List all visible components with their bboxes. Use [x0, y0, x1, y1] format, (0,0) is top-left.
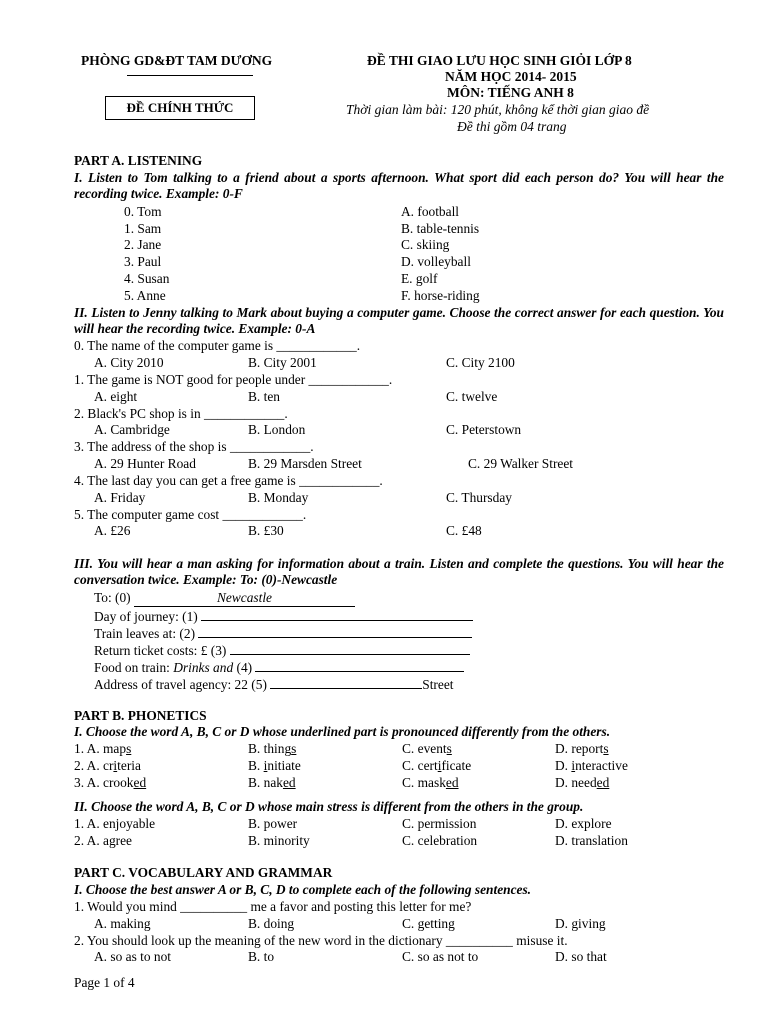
option-cell: 1. A. enjoyable — [74, 816, 156, 831]
option-a: A. £26 — [94, 523, 131, 538]
exam-time: Thời gian làm bài: 120 phút, không kể thời gian giao đề — [346, 102, 650, 117]
answer-blank[interactable] — [198, 624, 472, 638]
option-cell: 2. A. criteria — [74, 758, 141, 773]
exam-title: ĐỀ THI GIAO LƯU HỌC SINH GIỎI LỚP 8 — [367, 53, 632, 68]
option-c: C. 29 Walker Street — [468, 456, 574, 471]
option-b: B. doing — [248, 916, 295, 931]
option-cell: 1. A. maps — [74, 741, 132, 756]
option-a: A. City 2010 — [94, 355, 164, 370]
part-c-s1-instruction: I. Choose the best answer A or B, C, D to complete each of the following sentences. — [74, 882, 532, 897]
option-b: B. to — [248, 949, 275, 964]
option-cell: 2. A. agree — [74, 833, 133, 848]
question-text: 3. The address of the shop is ____________. — [74, 439, 314, 454]
option-a: A. Friday — [94, 490, 146, 505]
list-item: 3. Paul — [124, 254, 162, 269]
org-underline — [127, 75, 253, 76]
part-a-s3-instruction: III. You will hear a man asking for information about a train. Listen and complete the questions. You will hear the conversation twice. Example: To: (0)-Newcastle — [74, 556, 724, 588]
form-label-italic: Drinks and — [173, 660, 234, 675]
form-suffix: Street — [422, 677, 454, 692]
part-c-heading: PART C. VOCABULARY AND GRAMMAR — [74, 865, 333, 880]
question-text: 5. The computer game cost ____________. — [74, 507, 307, 522]
list-item: C. skiing — [401, 237, 450, 252]
form-label-num: (4) — [236, 660, 253, 675]
question-text: 0. The name of the computer game is ____________. — [74, 338, 361, 353]
list-item: 1. Sam — [124, 221, 162, 236]
form-row-return — [94, 641, 470, 659]
option-a: A. so as to not — [94, 949, 171, 964]
question-text: 2. Black's PC shop is in ____________. — [74, 406, 288, 421]
option-a: A. Cambridge — [94, 422, 170, 437]
list-item: F. horse-riding — [401, 288, 480, 303]
option-d: D. giving — [555, 916, 606, 931]
option-cell: C. permission — [402, 816, 477, 831]
exam-pages: Đề thi gồm 04 trang — [457, 119, 567, 134]
form-row-leaves — [94, 624, 472, 642]
part-a-s1-instruction: I. Listen to Tom talking to a friend about a sports afternoon. What sport did each person do? You will hear the recording twice. Example: 0-F — [74, 170, 724, 202]
part-b-s1-instruction: I. Choose the word A, B, C or D whose underlined part is pronounced differently from the others. — [74, 724, 611, 739]
option-cell: D. translation — [555, 833, 628, 848]
question-text: 2. You should look up the meaning of the new word in the dictionary __________ misuse it. — [74, 933, 568, 948]
part-b-s2-instruction: II. Choose the word A, B, C or D whose main stress is different from the others in the group. — [74, 799, 584, 814]
official-box: ĐỀ CHÍNH THỨC — [105, 96, 255, 120]
list-item: D. volleyball — [401, 254, 471, 269]
form-label: To: (0) — [94, 590, 131, 605]
part-b-heading: PART B. PHONETICS — [74, 708, 207, 723]
option-b: B. London — [248, 422, 306, 437]
list-item: 0. Tom — [124, 204, 162, 219]
form-row-food — [94, 658, 464, 676]
option-b: B. ten — [248, 389, 280, 404]
option-c: C. twelve — [446, 389, 498, 404]
answer-blank[interactable] — [201, 607, 473, 621]
exam-subject: MÔN: TIẾNG ANH 8 — [447, 85, 574, 100]
option-cell: B. things — [248, 741, 297, 756]
form-label: Food on train: — [94, 660, 170, 675]
list-item: A. football — [401, 204, 460, 219]
left-org: PHÒNG GD&ĐT TAM DƯƠNG — [81, 53, 273, 68]
form-value-newcastle: Newcastle — [134, 591, 355, 607]
option-cell: B. naked — [248, 775, 296, 790]
answer-blank[interactable] — [270, 675, 422, 689]
option-cell: D. interactive — [555, 758, 628, 773]
option-cell: 3. A. crooked — [74, 775, 147, 790]
option-b: B. Monday — [248, 490, 309, 505]
option-cell: D. needed — [555, 775, 610, 790]
option-cell: B. initiate — [248, 758, 301, 773]
option-cell: C. masked — [402, 775, 459, 790]
part-a-s2-instruction: II. Listen to Jenny talking to Mark about buying a computer game. Choose the correct answer for each question. You will hear the recording twice. Example: 0-A — [74, 305, 724, 337]
option-cell: D. explore — [555, 816, 612, 831]
option-cell: C. celebration — [402, 833, 478, 848]
option-c: C. so as not to — [402, 949, 479, 964]
list-item: B. table-tennis — [401, 221, 480, 236]
answer-blank[interactable] — [255, 658, 464, 672]
option-b: B. City 2001 — [248, 355, 317, 370]
option-cell: C. certificate — [402, 758, 472, 773]
option-c: C. £48 — [446, 523, 482, 538]
option-c: C. Thursday — [446, 490, 512, 505]
option-b: B. £30 — [248, 523, 284, 538]
form-label: Return ticket costs: £ (3) — [94, 643, 227, 658]
list-item: E. golf — [401, 271, 438, 286]
option-cell: B. power — [248, 816, 298, 831]
form-row-address — [94, 675, 454, 693]
form-label: Train leaves at: (2) — [94, 626, 196, 641]
question-text: 1. The game is NOT good for people under ____________. — [74, 372, 393, 387]
option-cell: C. events — [402, 741, 452, 756]
list-item: 4. Susan — [124, 271, 170, 286]
option-c: C. getting — [402, 916, 455, 931]
form-label: Day of journey: (1) — [94, 609, 198, 624]
form-row-day — [94, 607, 473, 625]
option-cell: B. minority — [248, 833, 310, 848]
form-label: Address of travel agency: 22 (5) — [94, 677, 267, 692]
page-number: Page 1 of 4 — [74, 975, 135, 990]
list-item: 5. Anne — [124, 288, 166, 303]
question-text: 1. Would you mind __________ me a favor and posting this letter for me? — [74, 899, 472, 914]
option-a: A. 29 Hunter Road — [94, 456, 196, 471]
answer-blank[interactable] — [230, 641, 470, 655]
option-a: A. making — [94, 916, 151, 931]
option-a: A. eight — [94, 389, 138, 404]
option-c: C. City 2100 — [446, 355, 515, 370]
part-a-heading: PART A. LISTENING — [74, 153, 203, 168]
form-row-to — [94, 590, 355, 607]
option-c: C. Peterstown — [446, 422, 522, 437]
list-item: 2. Jane — [124, 237, 162, 252]
exam-year: NĂM HỌC 2014- 2015 — [445, 69, 577, 84]
question-text: 4. The last day you can get a free game is ____________. — [74, 473, 383, 488]
option-d: D. so that — [555, 949, 607, 964]
option-cell: D. reports — [555, 741, 609, 756]
option-b: B. 29 Marsden Street — [248, 456, 362, 471]
